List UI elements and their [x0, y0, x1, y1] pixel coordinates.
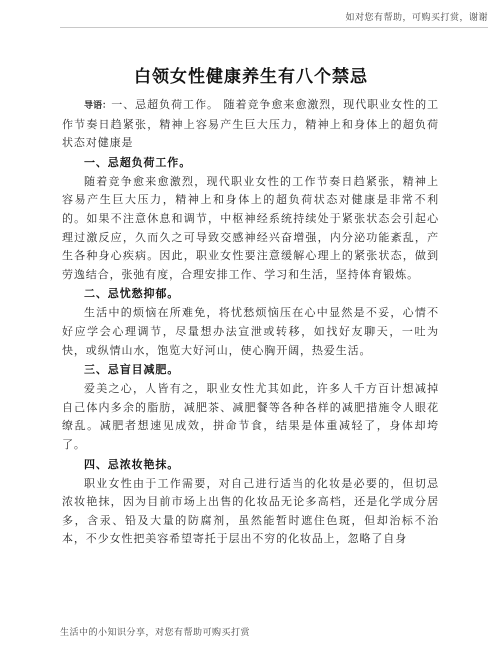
lead-paragraph — [62, 96, 439, 153]
header-note: 如对您有帮助，可购买打赏，谢谢 — [345, 13, 488, 23]
section-heading-2: 二、忌忧愁抑郁。 — [84, 287, 180, 301]
section-paragraph-4: 职业女性由于工作需要，对自己进行适当的化妆是必要的，但切忌浓妆艳抹，因为目前市场上出售的化妆品无论多高档，还是化学成分居多，含汞、铅及大量的防腐剂，虽然能暂时遮住色斑，但却治标不治本，不少女性把美容希望寄托于层出不穷的化妆品上，忽略了自身 — [62, 476, 439, 546]
section-paragraph-3: 爱美之心，人皆有之，职业女性尤其如此，许多人千方百计想减掉自己体内多余的脂肪，减肥茶、减肥餐等各种各样的减肥措施令人眼花缭乱。减肥者想速见成效，拼命节食，结果是体重减轻了，身体却垮了。 — [62, 382, 439, 451]
section-paragraph-1: 随着竞争愈来愈激烈，现代职业女性的工作节奏日趋紧张，精神上容易产生巨大压力，精神上和身体上的超负荷状态对健康是非常不利的。如果不注意休息和调节，中枢神经系统持续处于紧张状态会引起心理过激反应，久而久之可导致交感神经兴奋增强，内分泌功能紊乱，产生各种身心疾病。因此，职业女性要注意缓解心理上的紧张状态，做到劳逸结合，张弛有度，合理安排工作、学习和生活，坚持体育锻炼。 — [62, 174, 439, 281]
section-paragraph-2: 生活中的烦恼在所难免，将忧愁烦恼压在心中显然是不妥，心情不好应学会心理调节，尽量想办法宣泄或转移，如找好友聊天，一吐为快，或纵情山水，饱览大好河山，使心胸开阔，热爱生活。 — [62, 306, 439, 357]
section-heading-4: 四、忌浓妆艳抹。 — [84, 457, 180, 471]
lead-label: 导语： — [84, 101, 112, 111]
header-divider — [60, 27, 488, 28]
document-body — [62, 96, 439, 549]
lead-text: 一、忌超负荷工作。 随着竞争愈来愈激烈，现代职业女性的工作节奏日趋紧张，精神上容易产生巨大压力，精神上和身体上的超负荷状态对健康是 — [62, 98, 439, 150]
section-heading-3: 三、忌盲目减肥。 — [84, 363, 180, 377]
footer-note: 生活中的小知识分享，对您有帮助可购买打赏 — [60, 628, 251, 638]
document-title: 白领女性健康养生有八个禁忌 — [134, 67, 368, 87]
section-heading-1: 一、忌超负荷工作。 — [84, 155, 192, 169]
